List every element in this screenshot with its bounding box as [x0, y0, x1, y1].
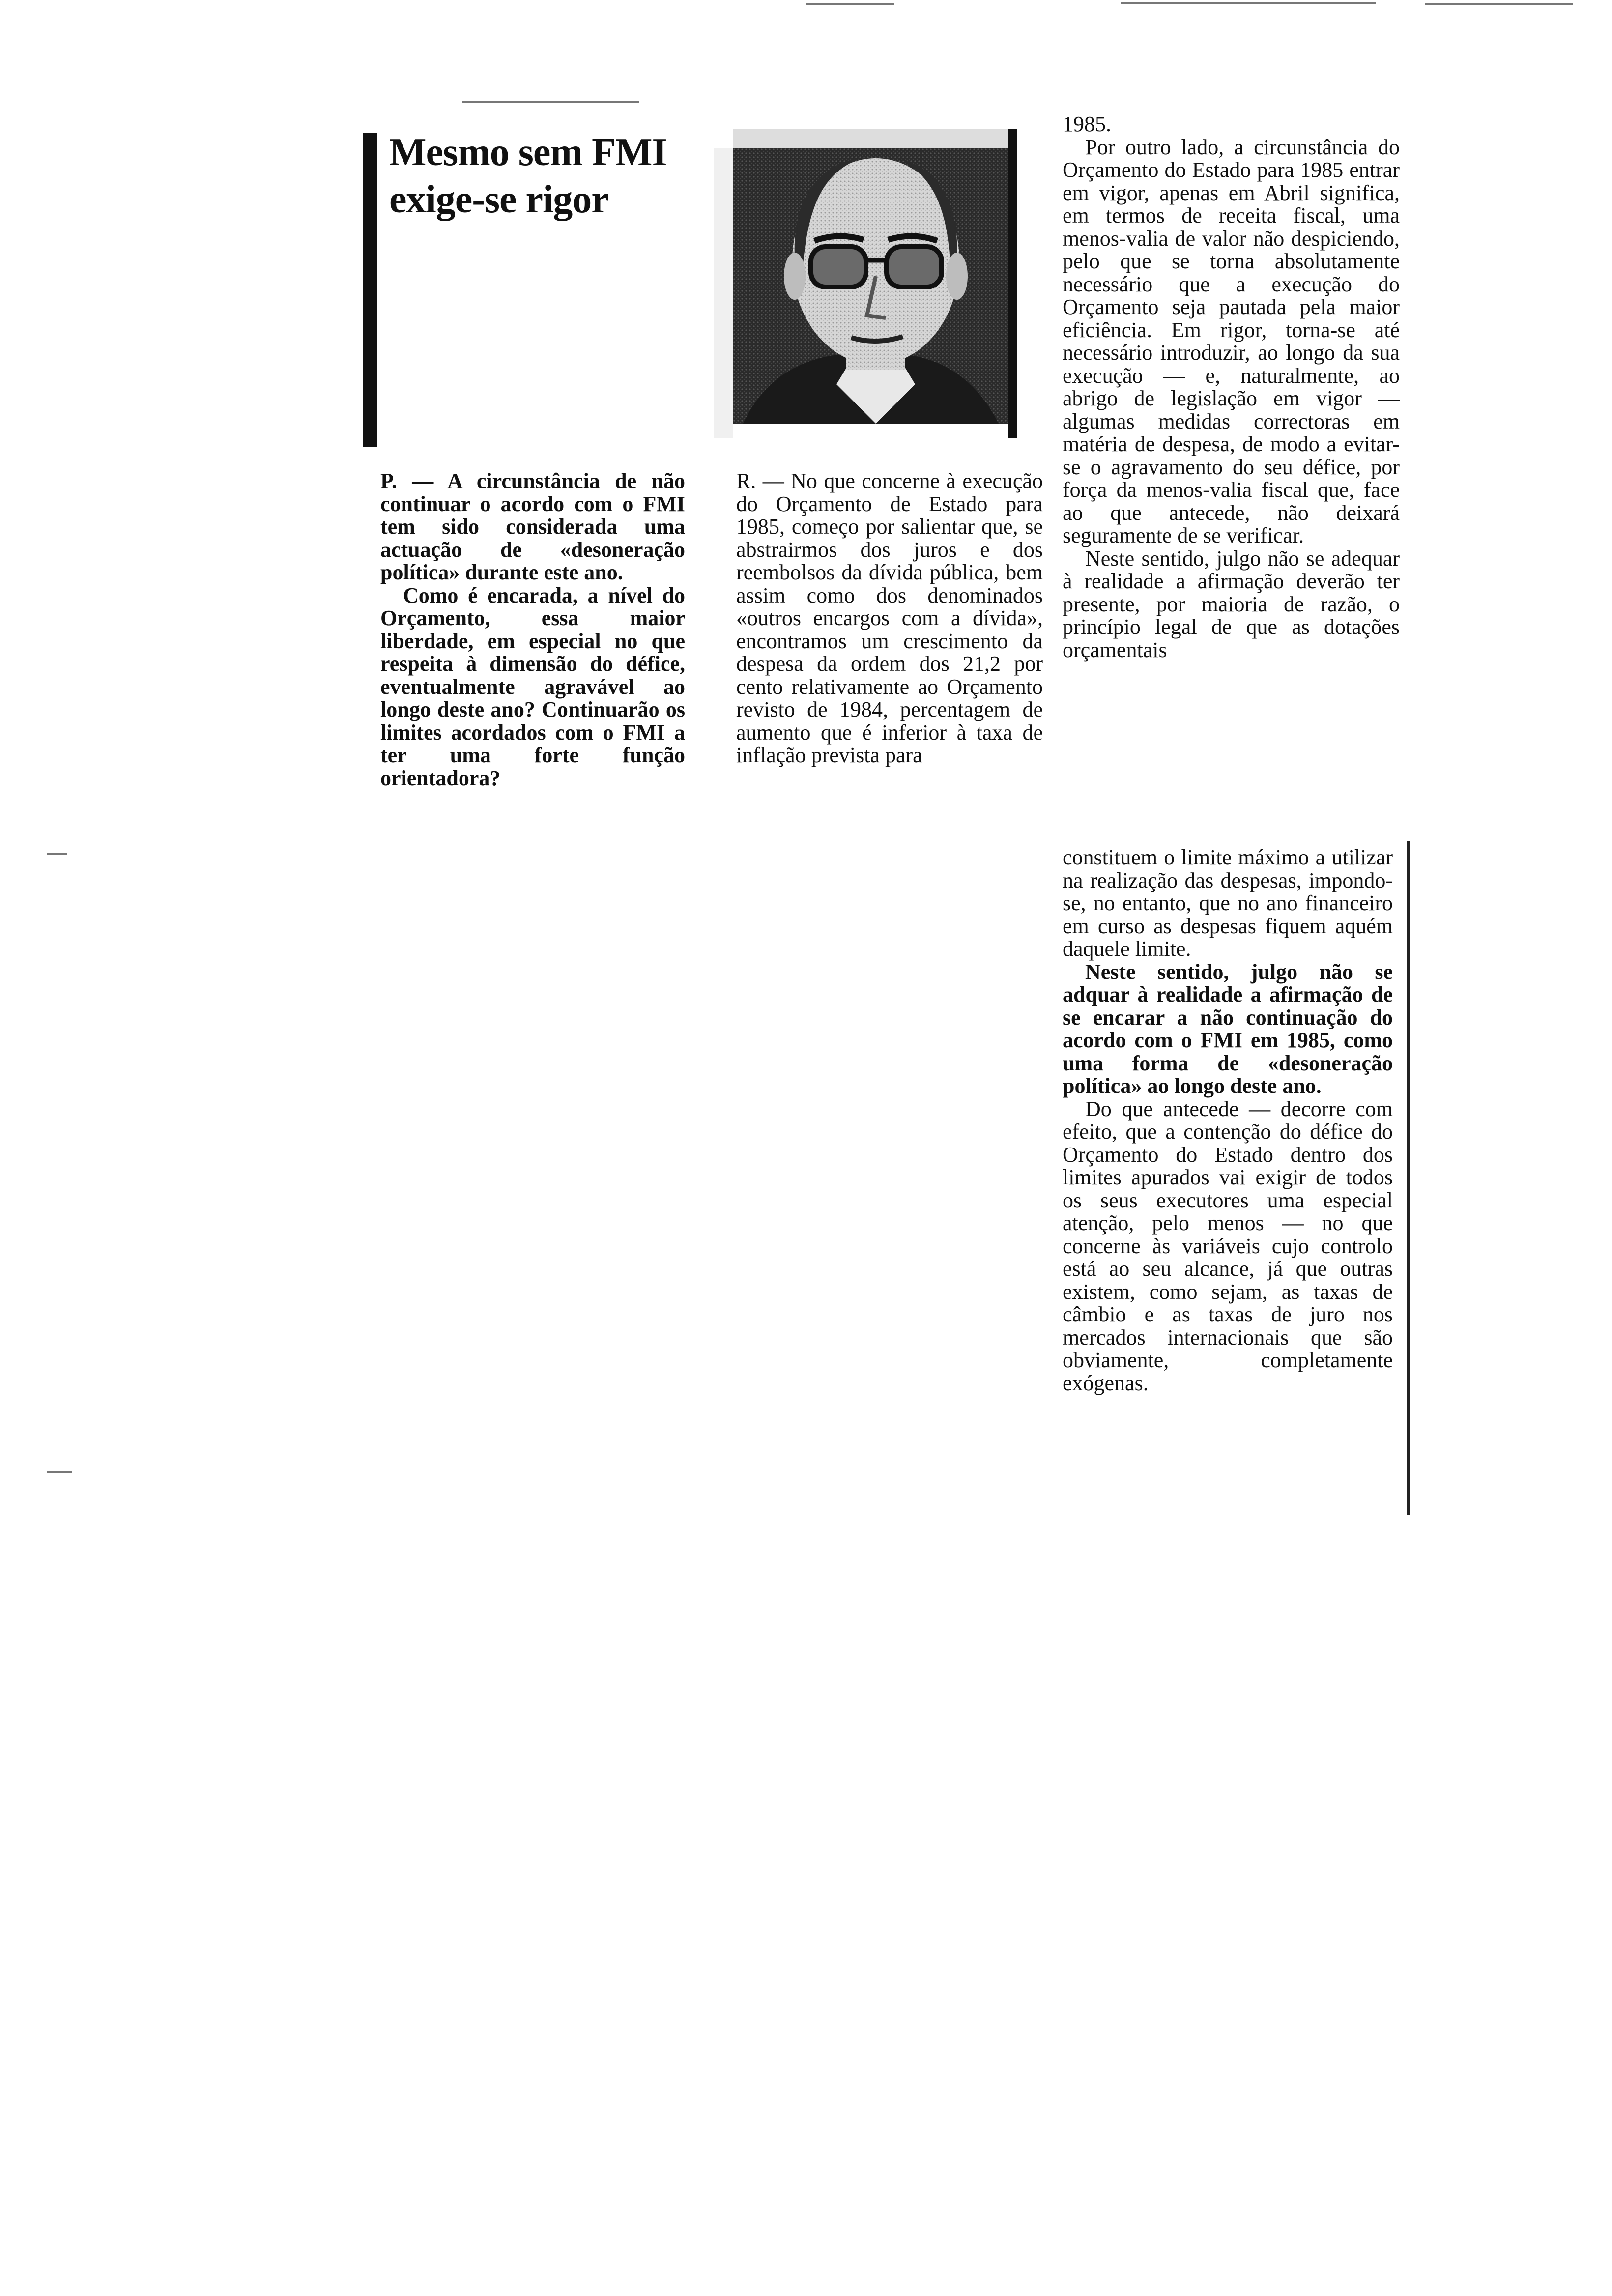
scan-mark: [1121, 2, 1376, 4]
scan-mark: [1425, 3, 1573, 5]
headline: [389, 129, 684, 223]
answer-paragraph-6: Do que antecede — decorre com efeito, que a contenção do défice do Orçamento do Estado dentro dos limites apurados vai exigir de todos os seus executores uma especial atenção, pelo menos — no que concerne às variáveis cujo controlo está ao seu alcance, já que outras existem, como sejam, as taxas de câmbio e as taxas de juro nos mercados internacionais que são obviamente, completamente exógenas.: [1063, 1096, 1393, 1395]
headline-rule: [363, 133, 377, 447]
question-paragraph-1: P. — A circunstância de não continuar o acordo com o FMI tem sido considerada uma actuação de «desoneração política» durante este ano.: [380, 469, 685, 584]
answer-year-line: 1985.: [1063, 112, 1111, 136]
headline-line-2: exige-se rigor: [389, 178, 608, 221]
answer-column-4: [1063, 846, 1393, 1395]
headline-line-1: Mesmo sem FMI: [389, 131, 667, 174]
question-paragraph-2: Como é encarada, a nível do Orçamento, essa maior liberdade, em especial no que respeita à dimensão do défice, eventualmente agravável ao longo deste ano? Continuarão os limites acordados com o FMI a ter uma forte função orientadora?: [380, 583, 685, 790]
answer-paragraph-3: Neste sentido, julgo não se adequar à realidade a afirmação deverão ter presente, por maioria de razão, o princípio legal de que as dotações orçamentais: [1063, 546, 1400, 662]
answer-column-2: [736, 470, 1043, 767]
portrait-photo-icon: [714, 129, 1018, 438]
column-4-rule: [1407, 841, 1410, 1515]
answer-paragraph-2: Por outro lado, a circunstância do Orçamento do Estado para 1985 entrar em vigor, apenas em Abril significa, em termos de receita fiscal, uma menos-valia de valor não despiciendo, pelo que se torna absolutamente necessário que a execução do Orçamento seja pautada pela maior eficiência. Em rigor, torna-se até necessário introduzir, ao longo da sua execução — e, naturalmente, ao abrigo de legislação em vigor — algumas medidas correctoras em matéria de despesa, de modo a evitar-se o agravamento do seu défice, por força da menos-valia fiscal que, face ao que antecede, não deixará seguramente de se verificar.: [1063, 135, 1400, 547]
answer-column-3: [1063, 113, 1400, 661]
answer-paragraph-1: R. — No que concerne à execução do Orçamento de Estado para 1985, começo por salientar que, se abstrairmos dos juros e dos reembolsos da dívida pública, bem assim como dos denominados «outros encargos com a dívida», encontramos um crescimento da despesa da ordem dos 21,2 por cento relativamente ao Orçamento revisto de 1984, percentagem de aumento que é inferior à taxa de inflação prevista para: [736, 469, 1043, 767]
scan-mark: [462, 101, 639, 103]
photo-rule: [1008, 129, 1017, 438]
question-column: [380, 470, 685, 790]
answer-paragraph-4: constituem o limite máximo a utilizar na realização das despesas, impondo-se, no entanto, que no ano financeiro em curso as despesas fiquem aquém daquele limite.: [1063, 845, 1393, 961]
scan-mark: [806, 3, 894, 5]
scan-mark: [47, 853, 67, 855]
scan-mark: [47, 1471, 72, 1473]
answer-paragraph-5: Neste sentido, julgo não se adquar à realidade a afirmação de se encarar a não continuação do acordo com o FMI em 1985, como uma forma de «desoneração política» ao longo deste ano.: [1063, 959, 1393, 1098]
